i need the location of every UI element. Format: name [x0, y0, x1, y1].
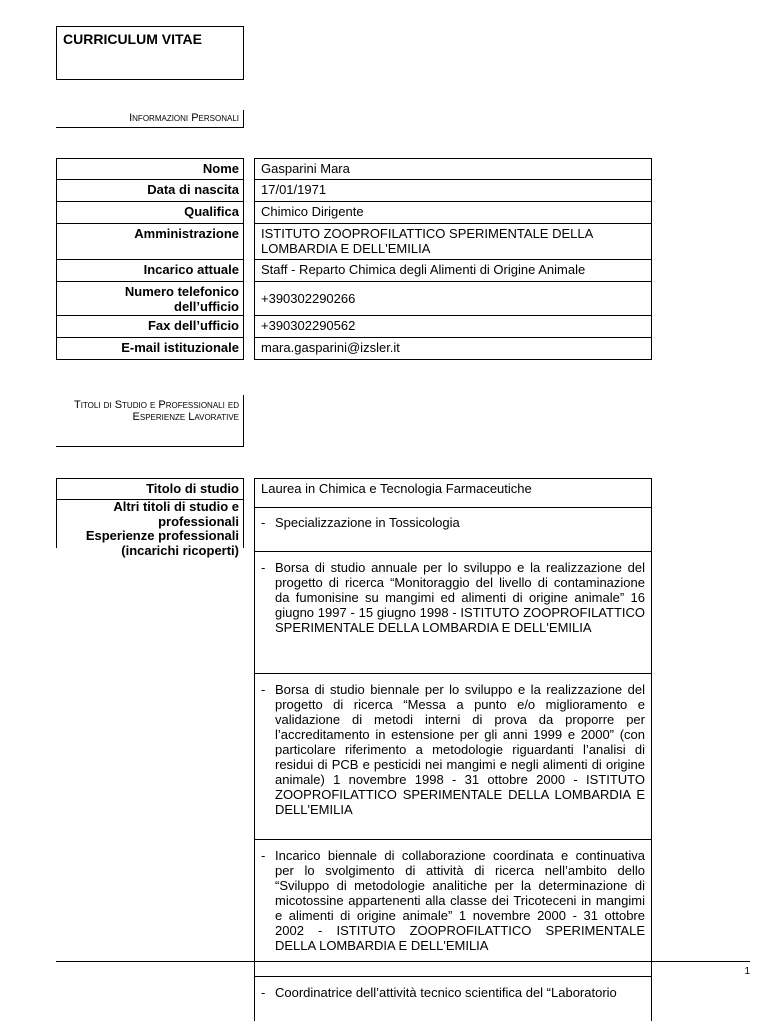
value-nome: Gasparini Mara: [254, 158, 652, 180]
value-telefono: +390302290266: [254, 282, 652, 316]
value-altri-titoli: [254, 507, 652, 551]
value-email: mara.gasparini@izsler.it: [254, 338, 652, 360]
dash: -: [261, 848, 266, 863]
page-number: 1: [744, 966, 750, 977]
dash: -: [261, 682, 266, 697]
label-telefono: Numero telefonico dell’ufficio: [56, 282, 244, 316]
footer-divider: [56, 961, 750, 962]
section-titles-heading: Titoli di Studio e Professionali ed Esperienze Lavorative: [56, 395, 244, 447]
value-amministrazione: ISTITUTO ZOOPROFILATTICO SPERIMENTALE DELLA LOMBARDIA E DELL'EMILIA: [254, 224, 652, 260]
label-qualifica: Qualifica: [56, 202, 244, 224]
experience-item: [254, 839, 652, 976]
experience-item: [254, 673, 652, 839]
label-incarico: Incarico attuale: [56, 260, 244, 282]
label-altri-titoli: Altri titoli di studio e professionali: [113, 499, 239, 529]
value-titolo-studio: Laurea in Chimica e Tecnologia Farmaceutiche: [254, 478, 652, 507]
experience-text: Incarico biennale di collaborazione coordinata e continuativa per lo svolgimento di attività di ricerca nell’ambito dello “Sviluppo di metodologie analitiche per la determinazione di micotossine appartenenti alla classe dei Tricoteceni in mangimi e alimenti di origine animale” 1 novembre 2000 - 31 ottobre 2002 - ISTITUTO ZOOPROFILATTICO SPERIMENTALE DELLA LOMBARDIA E DELL'EMILIA: [275, 848, 645, 953]
dash: -: [261, 985, 266, 1000]
altri-text: Specializzazione in Tossicologia: [275, 515, 460, 530]
experience-text: Borsa di studio biennale per lo sviluppo e la realizzazione del progetto di ricerca “Messa a punto e/o miglioramento e validazione di metodi interni di prova da proporre per l’accreditamento in estensione per gli anni 1999 e 2000” (con particolare riferimento a metodologie riguardanti l’analisi di residui di PCB e pesticidi nei mangimi e negli alimenti di origine animale) 1 novembre 1998 - 31 ottobre 2000 - ISTITUTO ZOOPROFILATTICO SPERIMENTALE DELLA LOMBARDIA E DELL'EMILIA: [275, 682, 645, 817]
label-nome: Nome: [56, 158, 244, 180]
experience-item: [254, 976, 652, 1021]
experience-text: Coordinatrice dell’attività tecnico scientifica del “Laboratorio: [275, 985, 617, 1000]
label-data-nascita: Data di nascita: [56, 180, 244, 202]
section-personal-heading: Informazioni Personali: [56, 110, 244, 128]
value-data-nascita: 17/01/1971: [254, 180, 652, 202]
dash: -: [261, 560, 266, 575]
value-fax: +390302290562: [254, 316, 652, 338]
dash: -: [261, 515, 266, 530]
experience-item: [254, 551, 652, 673]
cv-title: CURRICULUM VITAE: [56, 26, 244, 80]
label-esperienze: Esperienze professionali (incarichi ricoperti): [85, 528, 239, 558]
label-email: E-mail istituzionale: [56, 338, 244, 360]
studies-labels: [56, 478, 244, 558]
label-titolo-studio: Titolo di studio: [57, 479, 243, 500]
studies-values: [254, 478, 652, 1021]
experience-text: Borsa di studio annuale per lo sviluppo e la realizzazione del progetto di ricerca “Monitoraggio del livello di contaminazione da fumonisine su mangimi ed alimenti di origine animale” 16 giugno 1997 - 15 giugno 1998 - ISTITUTO ZOOPROFILATTICO SPERIMENTALE DELLA LOMBARDIA E DELL'EMILIA: [275, 560, 645, 635]
value-incarico: Staff - Reparto Chimica degli Alimenti di Origine Animale: [254, 260, 652, 282]
label-fax: Fax dell’ufficio: [56, 316, 244, 338]
label-amministrazione: Amministrazione: [56, 224, 244, 260]
value-qualifica: Chimico Dirigente: [254, 202, 652, 224]
